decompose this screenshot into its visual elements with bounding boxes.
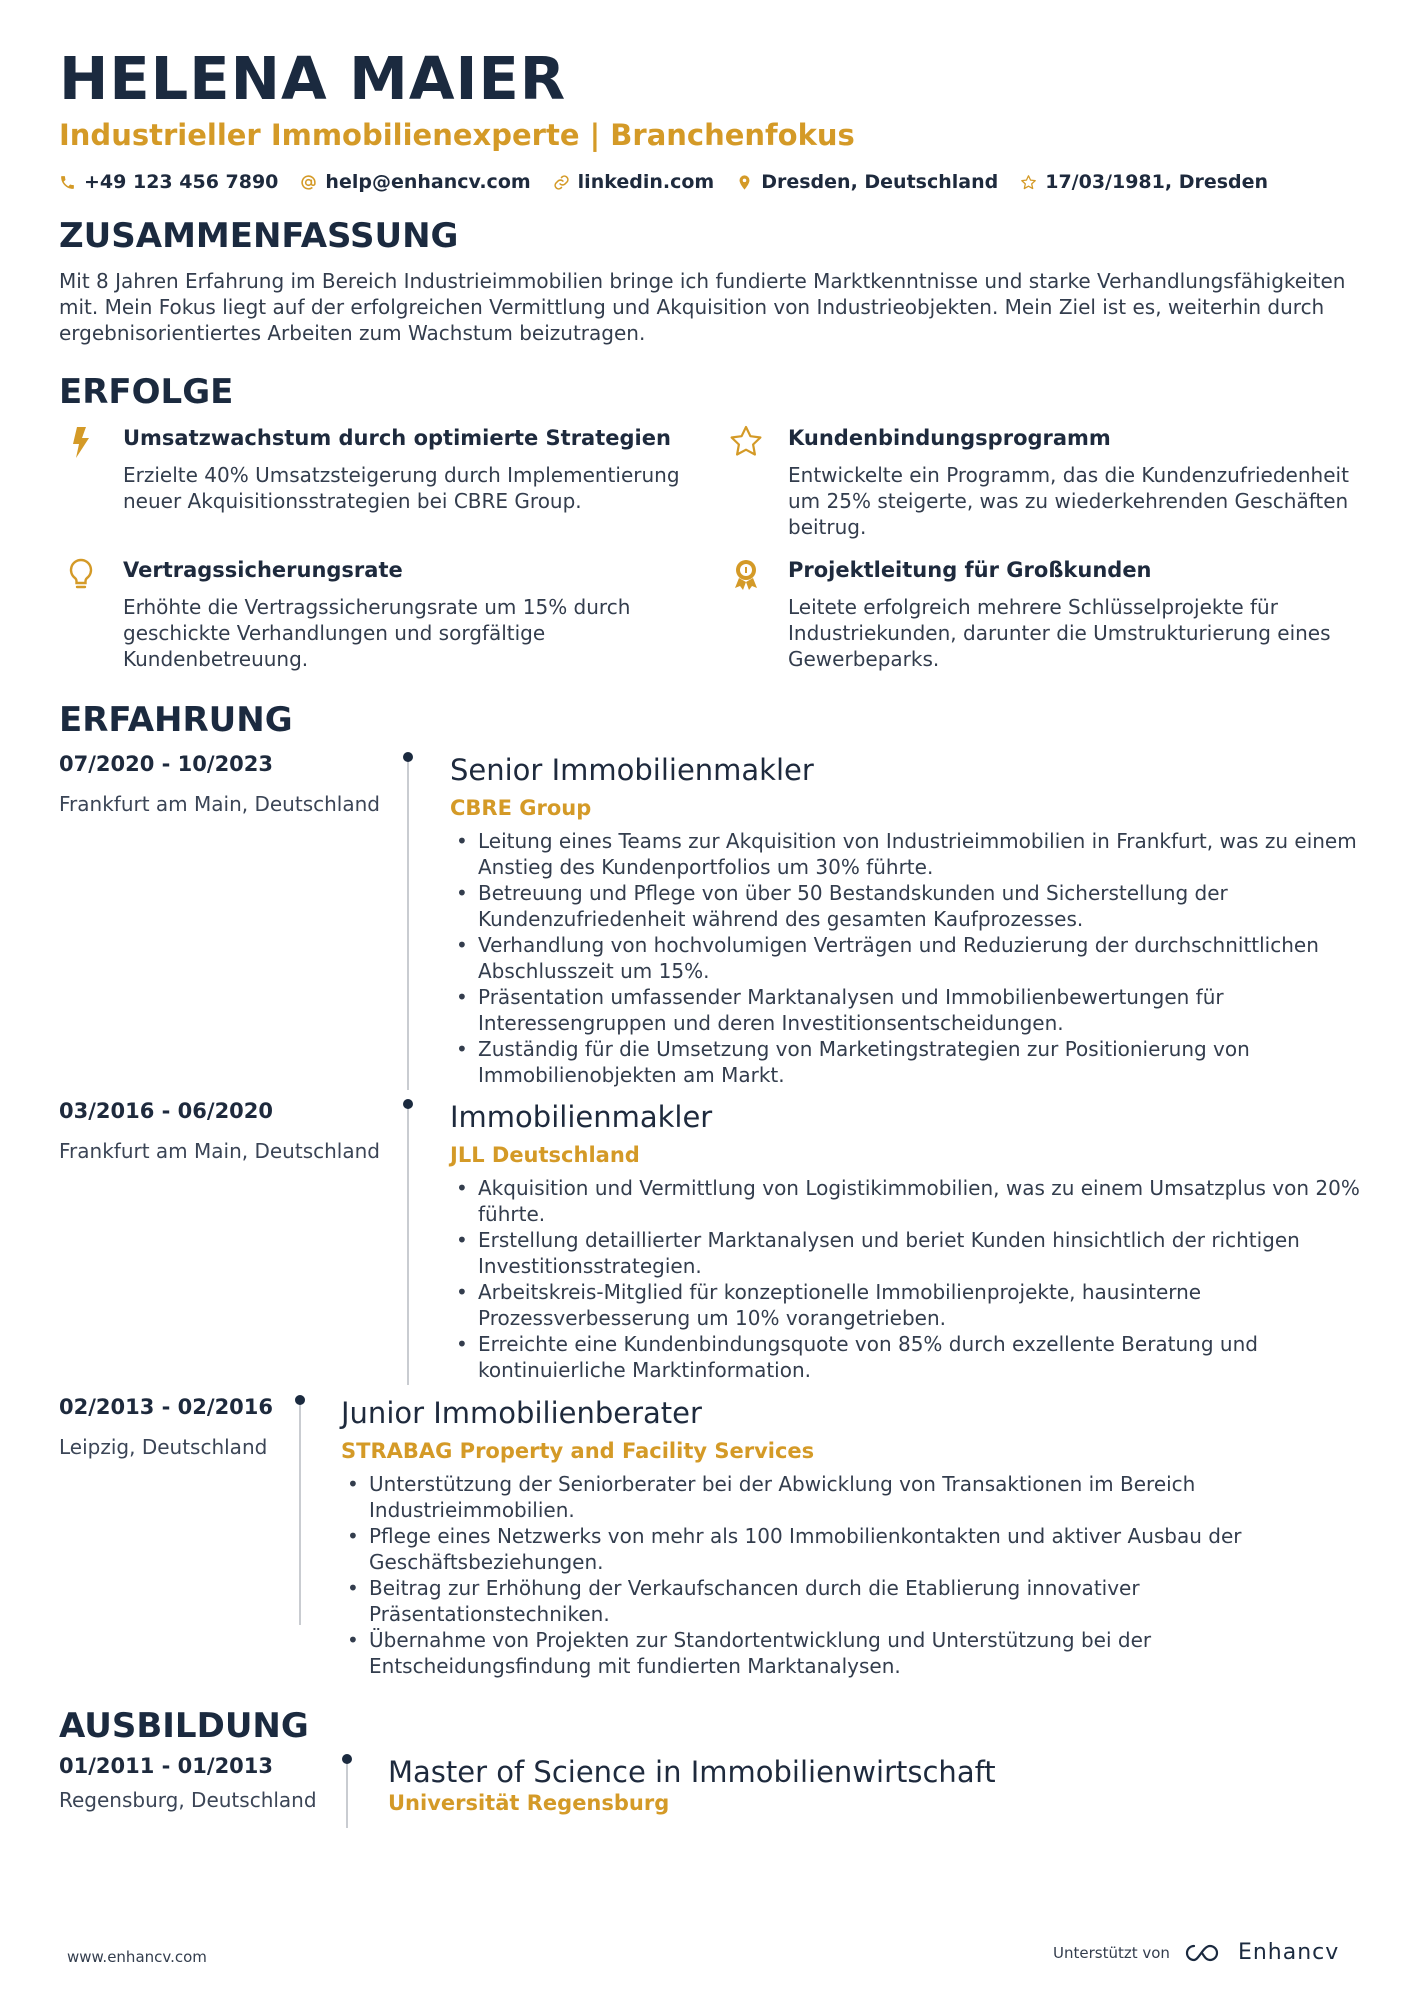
enhancv-logo-icon <box>1182 1942 1226 1964</box>
achievement-desc: Erzielte 40% Umsatzsteigerung durch Implementierung neuer Akquisitionsstrategien bei CBRE Group. <box>123 463 680 513</box>
timeline-dot <box>403 1099 413 1109</box>
powered-by-label: Unterstützt von <box>1053 1943 1170 1962</box>
job-company: STRABAG Property and Facility Services <box>341 1439 815 1463</box>
achievement-title: Projektleitung für Großkunden <box>788 558 1152 582</box>
achievement-desc: Erhöhte die Vertragssicherungsrate um 15% durch geschickte Verhandlungen und sorgfältige Kundenbetreuung. <box>123 595 631 671</box>
job-bullets <box>450 1175 1370 1383</box>
timeline-line <box>407 1107 409 1385</box>
footer-powered-by[interactable] <box>1053 1940 1339 1965</box>
job-bullet: • Akquisition und Vermittlung von Logistikimmobilien, was zu einem Umsatzplus von 20% führte. <box>450 1175 1370 1227</box>
candidate-title: Industrieller Immobilienexperte | Branchenfokus <box>59 118 855 152</box>
job-company: CBRE Group <box>450 796 592 820</box>
job-bullets <box>450 828 1370 1088</box>
education-dates: 01/2011 - 01/2013 <box>59 1754 274 1778</box>
job-bullet: • Erreichte eine Kundenbindungsquote von 85% durch exzellente Beratung und kontinuierliche Marktinformation. <box>450 1331 1370 1383</box>
achievement-title: Umsatzwachstum durch optimierte Strategien <box>123 426 671 450</box>
timeline-line <box>346 1756 348 1828</box>
job-bullet: • Übernahme von Projekten zur Standortentwicklung und Unterstützung bei der Entscheidungsfindung mit fundierten Marktanalysen. <box>341 1627 1341 1679</box>
job-company: JLL Deutschland <box>450 1143 640 1167</box>
timeline-line <box>407 760 409 1090</box>
contact-phone-text: +49 123 456 7890 <box>84 171 279 193</box>
job-bullet: • Leitung eines Teams zur Akquisition von Industrieimmobilien in Frankfurt, was zu einem Anstieg des Kundenportfolios um 30% führte. <box>450 828 1370 880</box>
link-icon <box>553 174 570 191</box>
job-location: Frankfurt am Main, Deutschland <box>59 1139 380 1163</box>
contact-bar <box>59 171 1268 193</box>
contact-birth <box>1020 171 1268 193</box>
job-bullet: • Zuständig für die Umsetzung von Marketingstrategien zur Positionierung von Immobilienobjekten am Markt. <box>450 1036 1370 1088</box>
contact-linkedin-text: linkedin.com <box>577 171 715 193</box>
job-bullet: • Arbeitskreis-Mitglied für konzeptionelle Immobilienprojekte, hausinterne Prozessverbesserung um 10% vorangetrieben. <box>450 1279 1370 1331</box>
experience-heading: ERFAHRUNG <box>59 700 293 740</box>
contact-birth-text: 17/03/1981, Dresden <box>1045 171 1269 193</box>
phone-icon <box>59 174 76 191</box>
job-bullet: • Unterstützung der Seniorberater bei der Abwicklung von Transaktionen im Bereich Industrieimmobilien. <box>341 1471 1341 1523</box>
star-icon <box>1020 174 1037 191</box>
timeline-dot <box>403 752 413 762</box>
timeline-line <box>299 1403 301 1625</box>
job-bullet: • Erstellung detaillierter Marktanalysen und beriet Kunden hinsichtlich der richtigen Investitionsstrategien. <box>450 1227 1370 1279</box>
timeline-dot <box>342 1754 352 1764</box>
footer-website[interactable]: www.enhancv.com <box>67 1948 207 1966</box>
candidate-name: HELENA MAIER <box>59 44 567 113</box>
contact-linkedin[interactable] <box>553 171 715 193</box>
education-degree: Master of Science in Immobilienwirtschaft <box>388 1755 996 1789</box>
job-dates: 07/2020 - 10/2023 <box>59 752 274 776</box>
contact-email[interactable] <box>300 171 530 193</box>
job-bullet: • Beitrag zur Erhöhung der Verkaufschancen durch die Etablierung innovativer Präsentationstechniken. <box>341 1575 1341 1627</box>
job-role: Immobilienmakler <box>450 1100 713 1134</box>
job-bullet: • Verhandlung von hochvolumigen Verträgen und Reduzierung der durchschnittlichen Abschlusszeit um 15%. <box>450 932 1370 984</box>
job-role: Junior Immobilienberater <box>341 1396 702 1430</box>
award-icon <box>728 556 764 592</box>
job-location: Leipzig, Deutschland <box>59 1435 268 1459</box>
job-bullet: • Pflege eines Netzwerks von mehr als 100 Immobilienkontakten und aktiver Ausbau der Geschäftsbeziehungen. <box>341 1523 1341 1575</box>
summary-heading: ZUSAMMENFASSUNG <box>59 216 459 256</box>
education-heading: AUSBILDUNG <box>59 1706 309 1746</box>
job-bullet: • Präsentation umfassender Marktanalysen und Immobilienbewertungen für Interessengruppen und deren Investitionsentscheidungen. <box>450 984 1370 1036</box>
education-location: Regensburg, Deutschland <box>59 1788 317 1812</box>
star-icon <box>728 424 764 460</box>
lightning-icon <box>63 424 99 460</box>
achievement-desc: Entwickelte ein Programm, das die Kundenzufriedenheit um 25% steigerte, was zu wiederkehrenden Geschäften beitrug. <box>788 463 1349 539</box>
job-role: Senior Immobilienmakler <box>450 753 814 787</box>
achievement-desc: Leitete erfolgreich mehrere Schlüsselprojekte für Industriekunden, darunter die Umstrukturierung eines Gewerbeparks. <box>788 595 1331 671</box>
job-bullet: • Betreuung und Pflege von über 50 Bestandskunden und Sicherstellung der Kundenzufriedenheit während des gesamten Kaufprozesses. <box>450 880 1370 932</box>
achievement-title: Vertragssicherungsrate <box>123 558 403 582</box>
summary-text: Mit 8 Jahren Erfahrung im Bereich Industrieimmobilien bringe ich fundierte Marktkenntnisse und starke Verhandlungsfähigkeiten mit. Mein Fokus liegt auf der erfolgreichen Vermittlung und Akquisition von Industrieobjekten. Mein Ziel ist es, weiterhin durch ergebnisorientiertes Arbeiten zum Wachstum beizutragen. <box>59 269 1346 345</box>
job-dates: 02/2013 - 02/2016 <box>59 1395 274 1419</box>
contact-phone[interactable] <box>59 171 278 193</box>
achievement-title: Kundenbindungsprogramm <box>788 426 1111 450</box>
achievements-heading: ERFOLGE <box>59 372 234 412</box>
contact-email-text: help@enhancv.com <box>325 171 531 193</box>
timeline-dot <box>295 1395 305 1405</box>
lightbulb-icon <box>63 556 99 592</box>
education-school: Universität Regensburg <box>388 1791 670 1815</box>
job-location: Frankfurt am Main, Deutschland <box>59 792 380 816</box>
contact-location-text: Dresden, Deutschland <box>761 171 999 193</box>
job-dates: 03/2016 - 06/2020 <box>59 1099 274 1123</box>
at-icon <box>300 174 317 191</box>
location-pin-icon <box>736 174 753 191</box>
footer-brand: Enhancv <box>1237 1940 1340 1965</box>
contact-location <box>736 171 998 193</box>
job-bullets <box>341 1471 1341 1679</box>
